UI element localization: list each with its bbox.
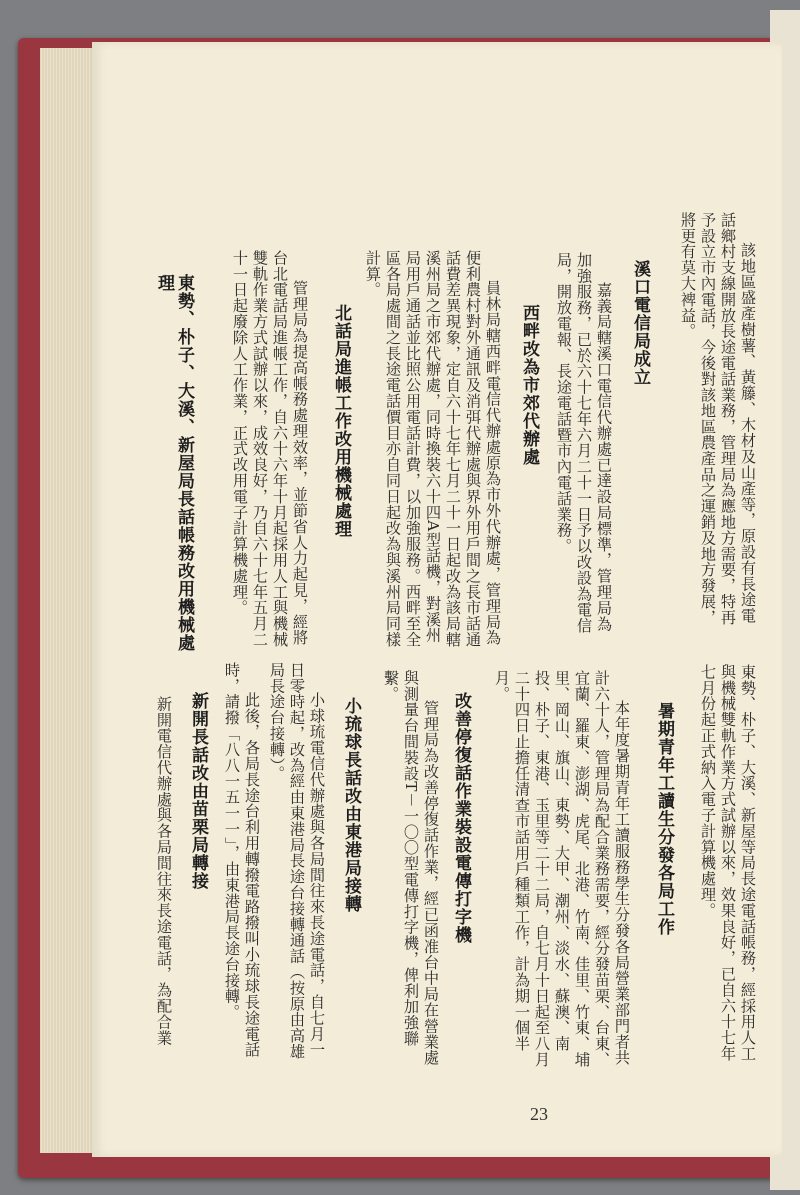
page-stack-edges xyxy=(40,48,95,1153)
heading-taipei-billing: 北話局進帳工作改用機械處理 xyxy=(331,304,351,538)
page-number: 23 xyxy=(530,1104,548,1124)
paragraph-summer-students: 本年度暑期青年工讀服務學生分發各局營業部門者共計六十人，管理局為配合業務需要，經分發苗栗、台東、宜蘭、羅東、澎湖、虎尾、北港、竹南、佳里、竹東、埔里、岡山、旗山、東勢、大甲、潮州、淡水、蘇澳、南投、朴子、東港、玉里等二十二局，自七月十日起至八月二十四日止擔任清查市話用戶種類工作，計為期一個半月。 xyxy=(493,670,631,1068)
heading-xipan: 西畔改為市郊代辦處 xyxy=(519,304,539,466)
heading-xiaoliuqiu: 小琉球長話改由東港局接轉 xyxy=(341,697,361,913)
paragraph-xiaoliuqiu-2: 此後，各局長途台利用轉撥電路撥叫小琉球長途電話時，請撥「八八一五一一」，由東港局長途台接轉。 xyxy=(223,662,261,1059)
paragraph-xikou: 嘉義局轄溪口電信代辦處已達設局標準，管理局為加強服務，已於六十七年六月二十一日予以改設為電信局，開放電報、長途電話暨市內電話業務。 xyxy=(555,252,613,634)
heading-teletype: 改善停復話作業裝設電傳打字機 xyxy=(451,692,471,944)
heading-dongshi-billing: 東勢、朴子、大溪、新屋局長話帳務改用機械處理 xyxy=(154,274,194,652)
heading-xikou: 溪口電信局成立 xyxy=(630,260,650,386)
heading-xinkai: 新開長話改由苗栗局轉接 xyxy=(188,692,208,890)
paragraph-teletype: 管理局為改善停復話作業，經已函准台中局在營業處與測量台間裝設T－一〇〇型電傳打字機，俾利加強聯繫。 xyxy=(382,670,440,1067)
paragraph-xinkai: 新開電信代辦處與各局間往來長途電話，為配合業 xyxy=(155,696,173,1047)
paragraph-xipan: 員林局轄西畔電信代辦處原為市外代辦處，管理局為便利農村對外通訊及消弭代辦處與界外用戶間之長市話通話費差異現象，定自六十七年七月二十一日起改為該局轄溪州局之市郊代辦處，同時換裝六十四A型話機，對溪州局用戶通話並比照公用電話計費，以加強服務。西畔至全區各局處間之長途電話價目亦自同日起改為與溪州局同樣計算。 xyxy=(364,250,502,648)
paragraph-xiaoliuqiu-1: 小球琉電信代辦處與各局間往來長途電話，自七月一日零時起，改為經由東港局長途台接轉通話（按原由高雄局長途台接轉）。 xyxy=(268,662,326,1060)
book-page xyxy=(92,42,782,1157)
paragraph-taipei-billing: 管理局為提高帳務處理效率，並節省人力起見，經將台北電話局進帳工作，自六十六年十月起採用人工與機械雙軌作業方式試辦以來，成效良好，乃自六十七年五月二十一日起廢除人工作業，正式改用電子計算機處理。 xyxy=(231,250,309,648)
heading-summer-students: 暑期青年工讀生分發各局工作 xyxy=(654,702,674,936)
paragraph-dongshi-billing: 東勢、朴子、大溪、新屋等局長途電話帳務，經採用人工與機械雙軌作業方式試辦以來，效果良好，已自六十七年七月份起正式納入電子計算機處理。 xyxy=(699,664,757,1062)
paragraph-agri-region: 該地區盛產樹薯、黃籐、木材及山產等，原設有長途電話鄉村支線開放長途電話業務，管理局為應地方需要，特再予設立市內電話，今後對該地區農產品之運銷及地方發展，將更有莫大裨益。 xyxy=(679,212,757,626)
